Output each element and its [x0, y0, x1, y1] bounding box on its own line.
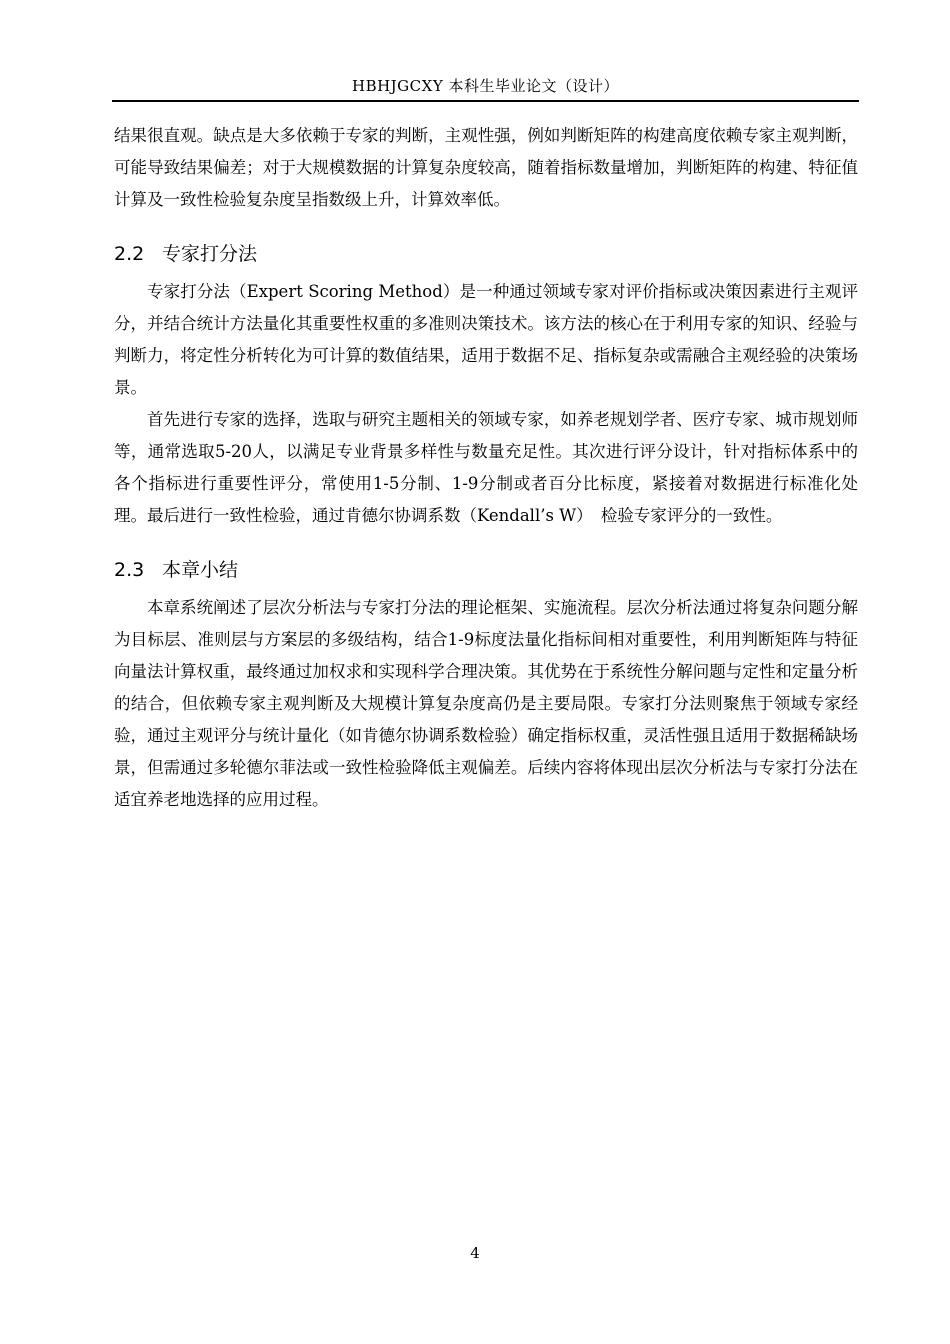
section-2-3-number: 2.3 — [114, 559, 145, 581]
page-body — [114, 120, 858, 816]
section-2-3-heading — [114, 554, 858, 586]
section-2-2-heading — [114, 238, 858, 270]
spacer — [114, 216, 858, 238]
section-2-2-number: 2.2 — [114, 243, 145, 265]
section-2-2-paragraph-2: 首先进行专家的选择，选取与研究主题相关的领域专家，如养老规划学者、医疗专家、城市规划师等，通常选取5-20人，以满足专业背景多样性与数量充足性。其次进行评分设计，针对指标体系中的各个指标进行重要性评分，常使用1-5分制、1-9分制或者百分比标度，紧接着对数据进行标准化处理。最后进行一致性检验，通过肯德尔协调系数（Kendall’s W） 检验专家评分的一致性。 — [114, 410, 858, 525]
page-number: 4 — [470, 1244, 480, 1262]
header-rule — [112, 100, 859, 102]
section-2-3-paragraph-1: 本章系统阐述了层次分析法与专家打分法的理论框架、实施流程。层次分析法通过将复杂问题分解为目标层、准则层与方案层的多级结构，结合1-9标度法量化指标间相对重要性，利用判断矩阵与特征向量法计算权重，最终通过加权求和实现科学合理决策。其优势在于系统性分解问题与定性和定量分析的结合，但依赖专家主观判断及大规模计算复杂度高仍是主要局限。专家打分法则聚焦于领域专家经验，通过主观评分与统计量化（如肯德尔协调系数检验）确定指标权重，灵活性强且适用于数据稀缺场景，但需通过多轮德尔菲法或一致性检验降低主观偏差。后续内容将体现出层次分析法与专家打分法在适宜养老地选择的应用过程。 — [114, 598, 858, 809]
section-2-2-title: 专家打分法 — [162, 243, 258, 265]
spacer — [114, 532, 858, 554]
section-2-3-title: 本章小结 — [162, 559, 239, 581]
running-header: HBHJGCXY 本科生毕业论文（设计） — [351, 77, 619, 95]
intro-continuation-paragraph: 结果很直观。缺点是大多依赖于专家的判断，主观性强，例如判断矩阵的构建高度依赖专家主观判断，可能导致结果偏差；对于大规模数据的计算复杂度较高，随着指标数量增加，判断矩阵的构建、特征值计算及一致性检验复杂度呈指数级上升，计算效率低。 — [114, 126, 858, 209]
section-2-2-paragraph-1: 专家打分法（Expert Scoring Method）是一种通过领域专家对评价指标或决策因素进行主观评分，并结合统计方法量化其重要性权重的多准则决策技术。该方法的核心在于利用专家的知识、经验与判断力，将定性分析转化为可计算的数值结果，适用于数据不足、指标复杂或需融合主观经验的决策场景。 — [114, 282, 858, 397]
